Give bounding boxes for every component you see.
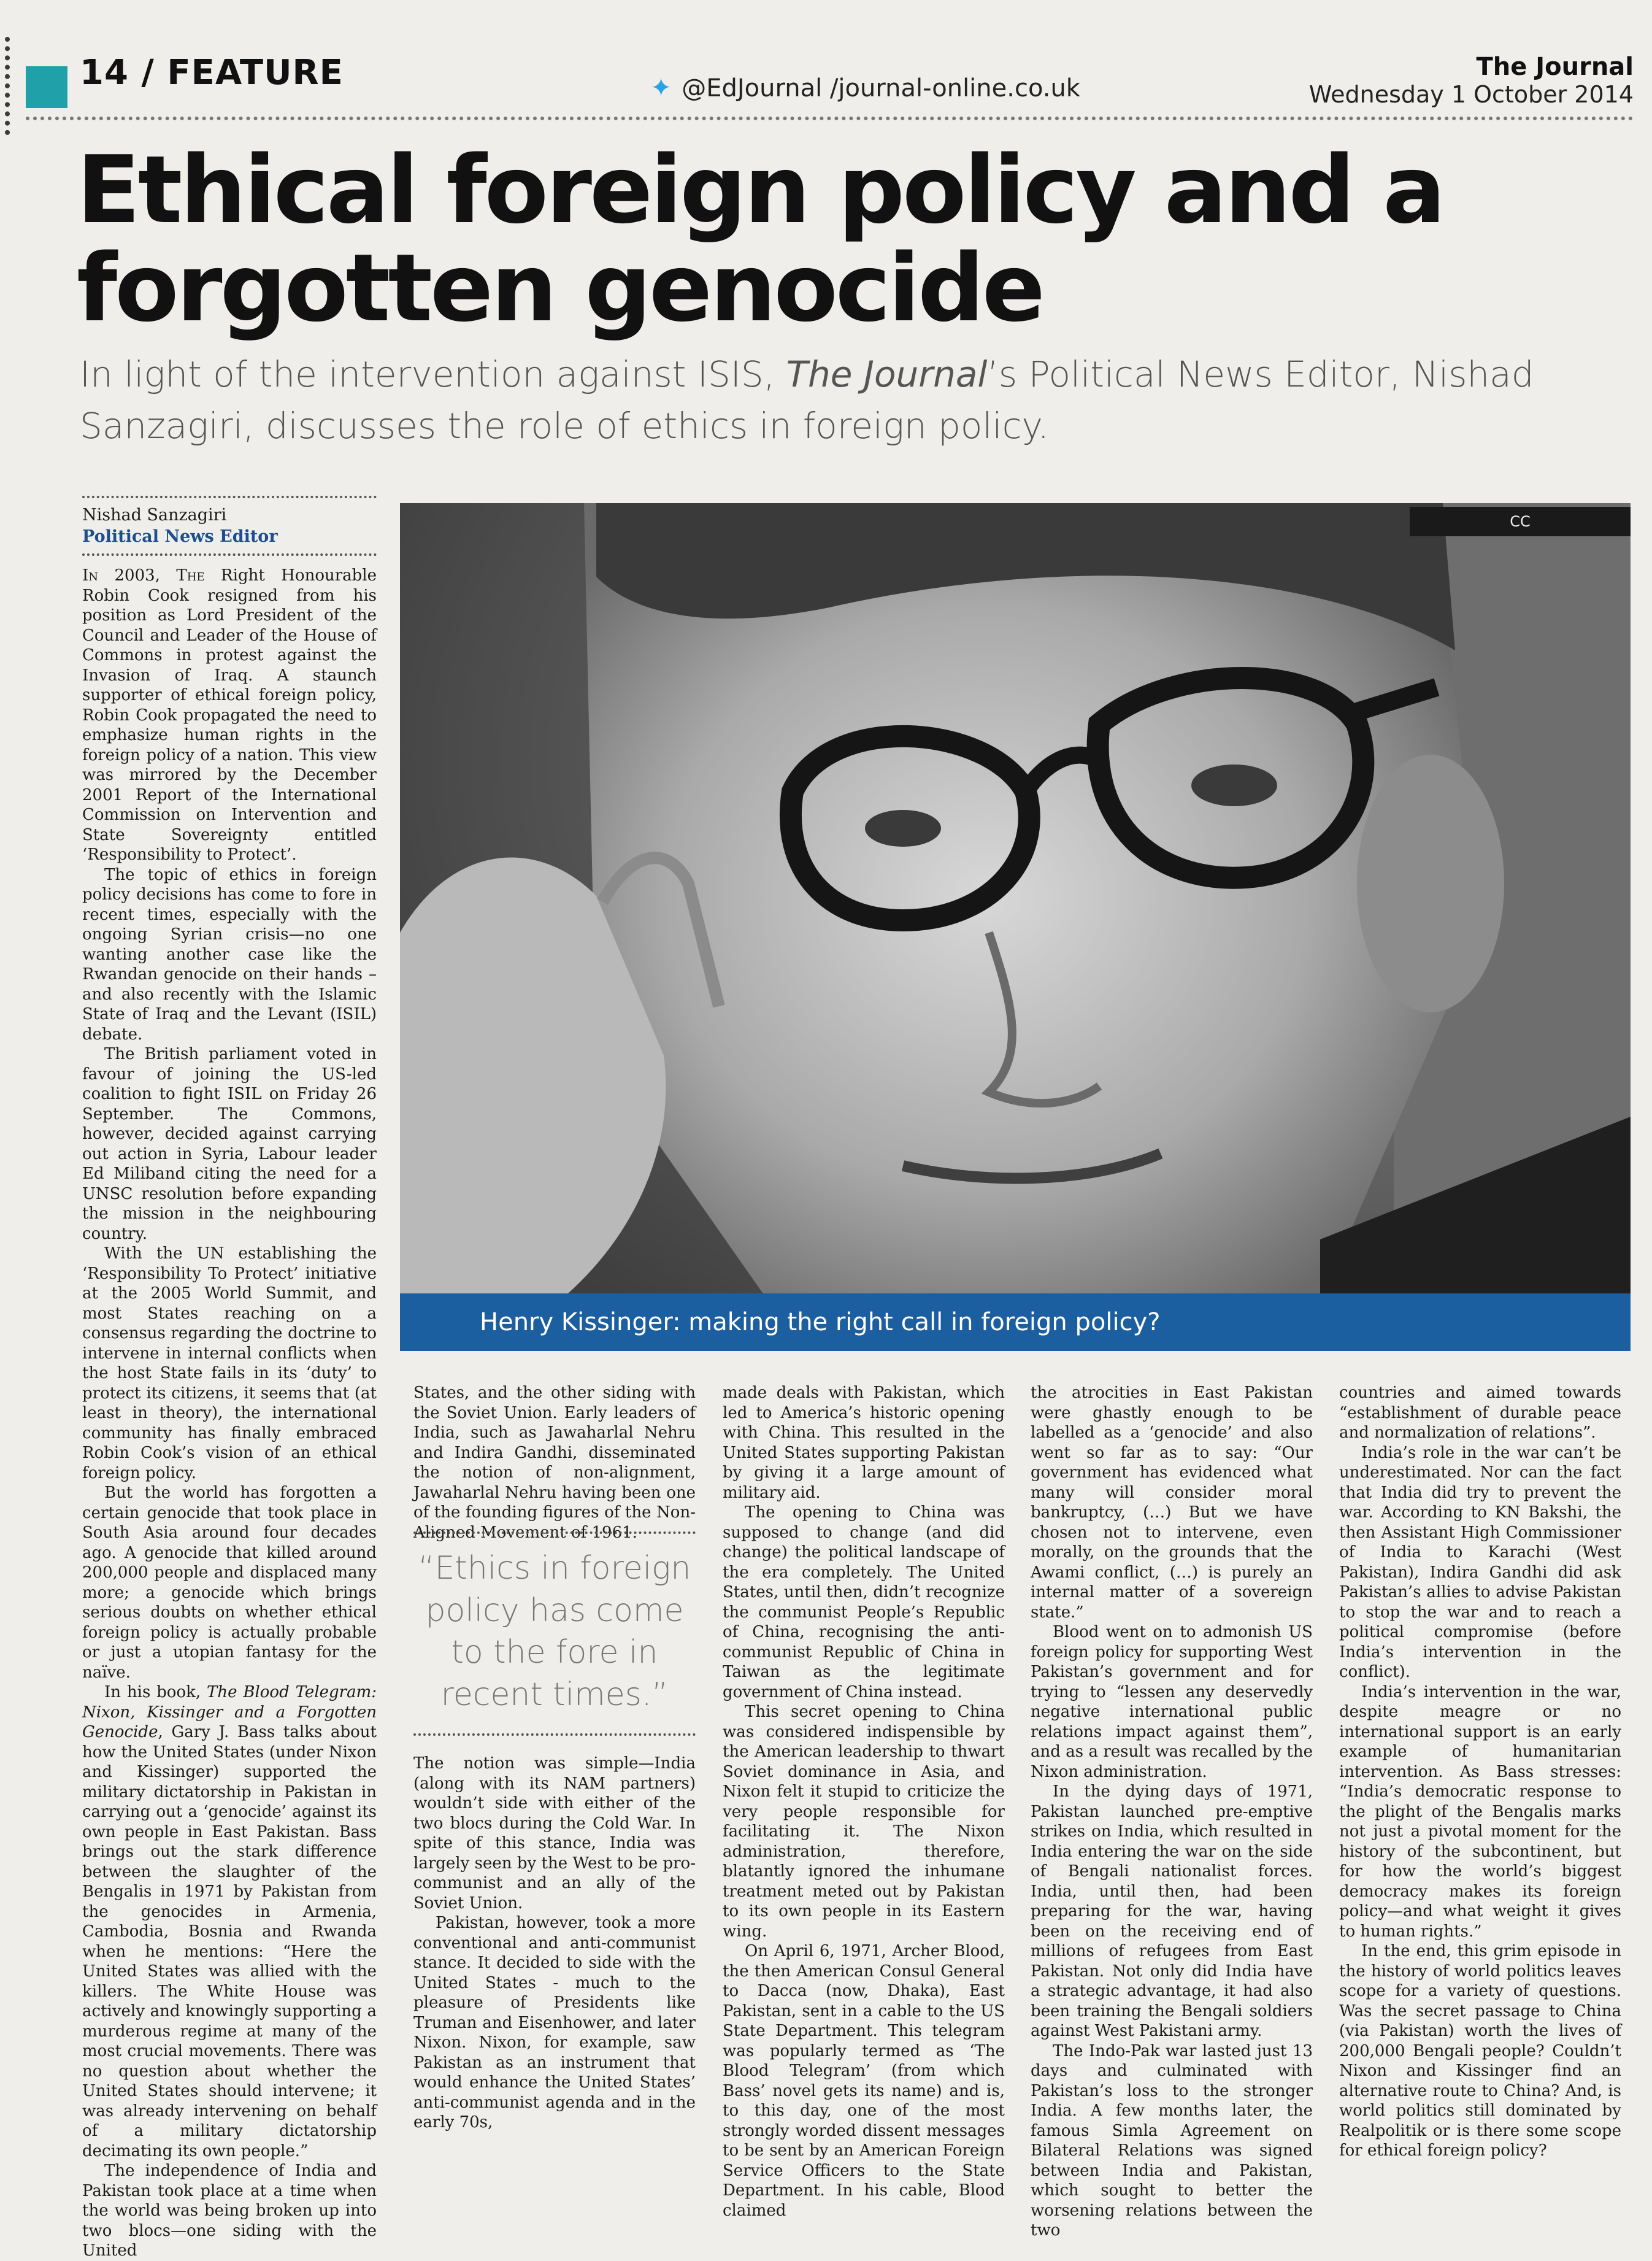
paragraph bbox=[82, 566, 377, 865]
byline-author: Nishad Sanzagiri bbox=[82, 506, 227, 525]
kissinger-photo bbox=[400, 503, 1631, 1351]
twitter-handle: @EdJournal bbox=[682, 74, 823, 102]
publication-date: Wednesday 1 October 2014 bbox=[1308, 81, 1634, 108]
book-title: The Blood Telegram: Nixon, Kissinger and a Forgotten Genocide bbox=[82, 1683, 377, 1741]
header-divider bbox=[26, 117, 1634, 120]
paragraph: The independence of India and Pakistan took place at a time when the world was being broken up into two blocs—one siding with the United bbox=[82, 2162, 377, 2260]
photo-caption: Henry Kissinger: making the right call in foreign policy? bbox=[400, 1293, 1631, 1351]
paragraph: The British parliament voted in favour of joining the US-led coalition to fight ISIL on Friday 26 September. The Commons, however, decided against carrying out action in Syria, Labour leader Ed Miliband citing the need for a UNSC resolution before expanding the mission in the neighbouring country. bbox=[82, 1045, 377, 1243]
section-marker bbox=[26, 66, 67, 108]
page-header bbox=[0, 0, 1652, 123]
paragraph: the atrocities in East Pakistan were ghastly enough to be labelled as a ‘genocide’ and also went so far as to say: “Our government has evidenced what many will consider moral bankruptcy, (…) But we have chosen not to intervene, even morally, on the grounds that the Awami conflict, (…) is purely an internal matter of a sovereign state.” bbox=[1031, 1384, 1313, 1622]
paragraph: Blood went on to admonish US foreign policy for supporting West Pakistan’s government and for trying to “lessen any deservedly negative international public relations impact against them”, and as a result was recalled by the Nixon administration. bbox=[1031, 1623, 1313, 1781]
publication-block bbox=[1309, 53, 1634, 108]
headline: Ethical foreign policy and a forgotten genocide bbox=[77, 136, 1443, 342]
paragraph bbox=[82, 1682, 377, 2161]
article-column-2-top bbox=[413, 1383, 696, 1543]
lead-in: In 2003, The bbox=[82, 566, 205, 585]
article-column-3 bbox=[723, 1383, 1005, 2221]
paragraph: But the world has forgotten a certain genocide that took place in South Asia around four decades ago. A genocide that killed around 200,000 people and displaced many more; a genocide which brings serious doubts on whether ethical foreign policy is actually probable or just a utopian fantasy for the naïve. bbox=[82, 1484, 377, 1682]
standfirst-pre: In light of the intervention against ISIS, bbox=[80, 353, 786, 395]
paragraph-text: Right Honourable Robin Cook resigned from his position as Lord President of the Council and Leader of the House of Commons in protest against the Invasion of Iraq. A staunch supporter of ethical foreign policy, Robin Cook propagated the need to emphasize human rights in the foreign policy of a nation. This view was mirrored by the December 2001 Report of the International Commission on Intervention and State Sovereignty entitled ‘Responsibility to Protect’. bbox=[82, 566, 377, 864]
standfirst bbox=[80, 349, 1626, 452]
paragraph: On April 6, 1971, Archer Blood, the then American Consul General to Dacca (now, Dhaka), East Pakistan, sent in a cable to the US State Department. This telegram was popularly termed as ‘The Blood Telegram’ (from which Bass’ novel gets its name) and is, to this day, one of the most strongly worded dissent messages to be sent by an American Foreign Service Officers to the State Department. In his cable, Blood claimed bbox=[723, 1942, 1005, 2220]
article-column-4 bbox=[1031, 1383, 1313, 2241]
article-column-1 bbox=[82, 566, 377, 2261]
article-column-2-bottom bbox=[413, 1754, 696, 2133]
byline-role: Political News Editor bbox=[82, 527, 278, 547]
standfirst-publication: The Journal bbox=[786, 353, 988, 395]
paragraph: In the end, this grim episode in the history of world politics leaves scope for a variety of questions. Was the secret passage to China (via Pakistan) worth the lives of 200,000 Bengali people? Couldn’t Nixon and Kissinger find an alternative route to China? And, is world politics still dominated by Realpolitik or is there some scope for ethical foreign policy? bbox=[1339, 1942, 1621, 2160]
website-url: /journal-online.co.uk bbox=[829, 74, 1080, 102]
paragraph: The Indo-Pak war lasted just 13 days and culminated with Pakistan’s loss to the stronger India. A few months later, the famous Simla Agreement on Bilateral Relations was signed between India and Pakistan, which sought to better the worsening relations between the two bbox=[1031, 2041, 1313, 2240]
article-column-5 bbox=[1339, 1383, 1621, 2161]
paragraph-text: , Gary J. Bass talks about how the United States (under Nixon and Kissinger) supported the military dictatorship in Pakistan in carrying out a ‘genocide’ against its own people in East Pakistan. Bass brings out the stark difference between the slaughter of the Bengalis in 1971 by Pakistan from the genocides in Armenia, Cambodia, Bosnia and Rwanda when he mentions: “Here the United States was allied with the killers. The White House was actively and knowingly supporting a murderous regime at many of the most crucial movements. There was no question about whether the United States should intervene; it was already intervening on behalf of a military dictatorship decimating its own people.” bbox=[82, 1723, 377, 2160]
paragraph-text: In his book, bbox=[104, 1683, 207, 1701]
photo-credit: CC bbox=[1410, 507, 1631, 536]
pull-quote: “Ethics in foreign policy has come to the fore in recent times.” bbox=[413, 1531, 696, 1736]
paragraph: States, and the other siding with the Soviet Union. Early leaders of India, such as Jawaharlal Nehru and Indira Gandhi, disseminated the notion of non-alignment, Jawaharlal Nehru having been one of the founding figures of the Non-Aligned Movement of 1961. bbox=[413, 1384, 696, 1542]
paragraph: The notion was simple—India (along with its NAM partners) wouldn’t side with either of the two blocs during the Cold War. In spite of this stance, India was largely seen by the West to be pro-communist and an ally of the Soviet Union. bbox=[413, 1754, 696, 1912]
section-label: 14 / FEATURE bbox=[80, 53, 344, 93]
paragraph: The topic of ethics in foreign policy decisions has come to fore in recent times, especially with the ongoing Syrian crisis—no one wanting another case like the Rwandan genocide on their hands – and also recently with the Islamic State of Iraq and the Levant (ISIL) debate. bbox=[82, 865, 377, 1044]
social-line bbox=[650, 72, 1080, 102]
byline bbox=[82, 496, 377, 556]
paragraph: The opening to China was supposed to change (and did change) the political landscape of the era completely. The United States, until then, didn’t recognize the communist People’s Republic of China, recognising the anti-communist Republic of China in Taiwan as the legitimate government of China instead. bbox=[723, 1503, 1005, 1701]
paragraph: In the dying days of 1971, Pakistan launched pre-emptive strikes on India, which resulted in India entering the war on the side of Bengali nationalist forces. India, until then, had been preparing for the war, having been on the receiving end of millions of refugees from East Pakistan. Not only did India have a strategic advantage, it had also been training the Bengali soldiers against West Pakistani army. bbox=[1031, 1782, 1313, 2040]
paragraph: Pakistan, however, took a more conventional and anti-communist stance. It decided to side with the United States - much to the pleasure of Presidents like Truman and Eisenhower, and later Nixon. Nixon, for example, saw Pakistan as an instrument that would enhance the United States’ anti-communist agenda and in the early 70s, bbox=[413, 1914, 696, 2132]
paragraph: India’s role in the war can’t be underestimated. Nor can the fact that India did try to prevent the war. According to KN Bakshi, the then Assistant High Commissioner of India to Karachi (West Pakistan), Indira Gandhi did ask Pakistan’s allies to advise Pakistan to stop the war and to reach a political compromise (before India’s intervention in the conflict). bbox=[1339, 1443, 1621, 1681]
standfirst-post: ’s Political News Editor, Nishad Sanzagiri, discusses the role of ethics in foreign policy. bbox=[80, 353, 1534, 447]
portrait-illustration bbox=[400, 503, 1631, 1351]
paragraph: India’s intervention in the war, despite meagre or no international support is an early example of humanitarian intervention. As Bass stresses: “India’s democratic response to the plight of the Bengalis marks not just a pivotal moment for the history of the subcontinent, but for how the world’s biggest democracy makes its foreign policy—and what weight it gives to human rights.” bbox=[1339, 1682, 1621, 1941]
paragraph: With the UN establishing the ‘Responsibility To Protect’ initiative at the 2005 World Summit, and most States reaching on a consensus regarding the doctrine to intervene in internal conflicts when the host State fails in its ‘duty’ to protect its citizens, it seems that (at least in theory), the international community has finally embraced Robin Cook’s vision of an ethical foreign policy. bbox=[82, 1244, 377, 1482]
publication-name: The Journal bbox=[1476, 53, 1634, 81]
paragraph: made deals with Pakistan, which led to America’s historic opening with China. This resulted in the United States supporting Pakistan by giving it a large amount of military aid. bbox=[723, 1384, 1005, 1502]
twitter-bird-icon: ✦ bbox=[650, 72, 672, 102]
paragraph: countries and aimed towards “establishment of durable peace and normalization of relations”. bbox=[1339, 1384, 1621, 1442]
paragraph: This secret opening to China was considered indispensible by the American leadership to thwart Soviet dominance in Asia, and Nixon felt it stupid to criticize the very people responsible for facilitating it. The Nixon administration, therefore, blatantly ignored the inhumane treatment meted out by Pakistan to its own people in its Eastern wing. bbox=[723, 1703, 1005, 1941]
